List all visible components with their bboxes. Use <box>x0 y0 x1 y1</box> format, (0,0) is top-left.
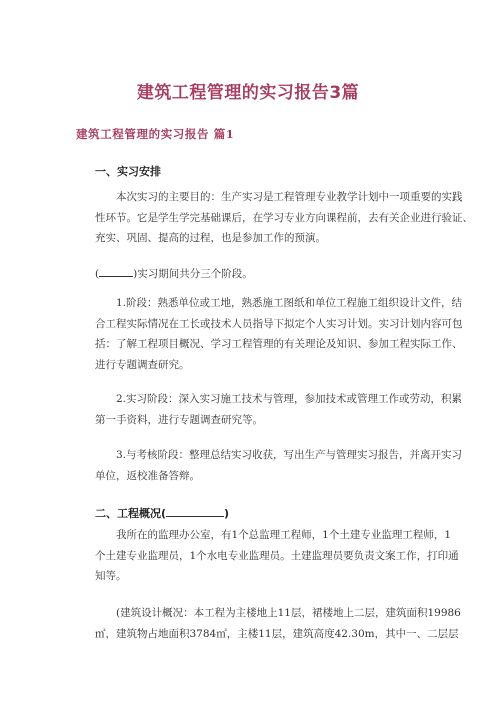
paragraph-supervision-office: 我所在的监理办公室，有1个总监理工程师，1个土建专业监理工程师，1 个土建专业监理员，1个水电专业监理员。土建监理员要负责文案工作，打印通 知等。 <box>95 529 459 582</box>
document-title: 建筑工程管理的实习报告3篇 <box>136 83 360 103</box>
fill-in-blank <box>99 266 133 277</box>
paragraph-line: 充实、巩固、提高的过程，也是参加工作的预演。 <box>95 232 326 244</box>
fill-in-blank <box>166 506 224 517</box>
paragraph-line: 本次实习的主要目的：生产实习是工程管理专业教学计划中一项重要的实践 <box>116 191 463 203</box>
paragraph-building-design: (建筑设计概况：本工程为主楼地上11层，裙楼地上二层，建筑面积19986 ㎡，建筑物占地面积3784㎡，主楼11层，建筑高度42.30m，其中一、二层层 <box>95 607 461 640</box>
section-title: 建筑工程管理的实习报告 篇1 <box>76 127 235 141</box>
paragraph-purpose <box>95 187 473 249</box>
paragraph-stage-3: 3.与考核阶段：整理总结实习收获，写出生产与管理实习报告，并离开实习 单位，返校准备答辩。 <box>95 449 463 482</box>
paragraph-line: 性环节。它是学生学完基础课后，在学习专业方向课程前，去有关企业进行验证、 <box>95 211 473 224</box>
paragraph-stage-2: 2.实习阶段：深入实习施工技术与管理，参加技术或管理工作或劳动，积累 第一手资料，进行专题调查研究等。 <box>95 393 463 426</box>
paragraph-stage-1: 1.阶段：熟悉单位或工地，熟悉施工图纸和单位工程施工组织设计文件，结 合工程实际情况在工长或技术人员指导下拟定个人实习计划。实习计划内容可包 括：了解工程项目概况、学习工程管理的有关理论及知识、参加工程实际工作、 进行专题调查研究。 <box>95 297 463 371</box>
heading-project-overview: 二、工程概况( ) <box>95 507 230 520</box>
paragraph-stages: ( )实习期间共分三个阶段。 <box>95 268 253 280</box>
heading-internship-arrangement: 一、实习安排 <box>95 165 161 178</box>
